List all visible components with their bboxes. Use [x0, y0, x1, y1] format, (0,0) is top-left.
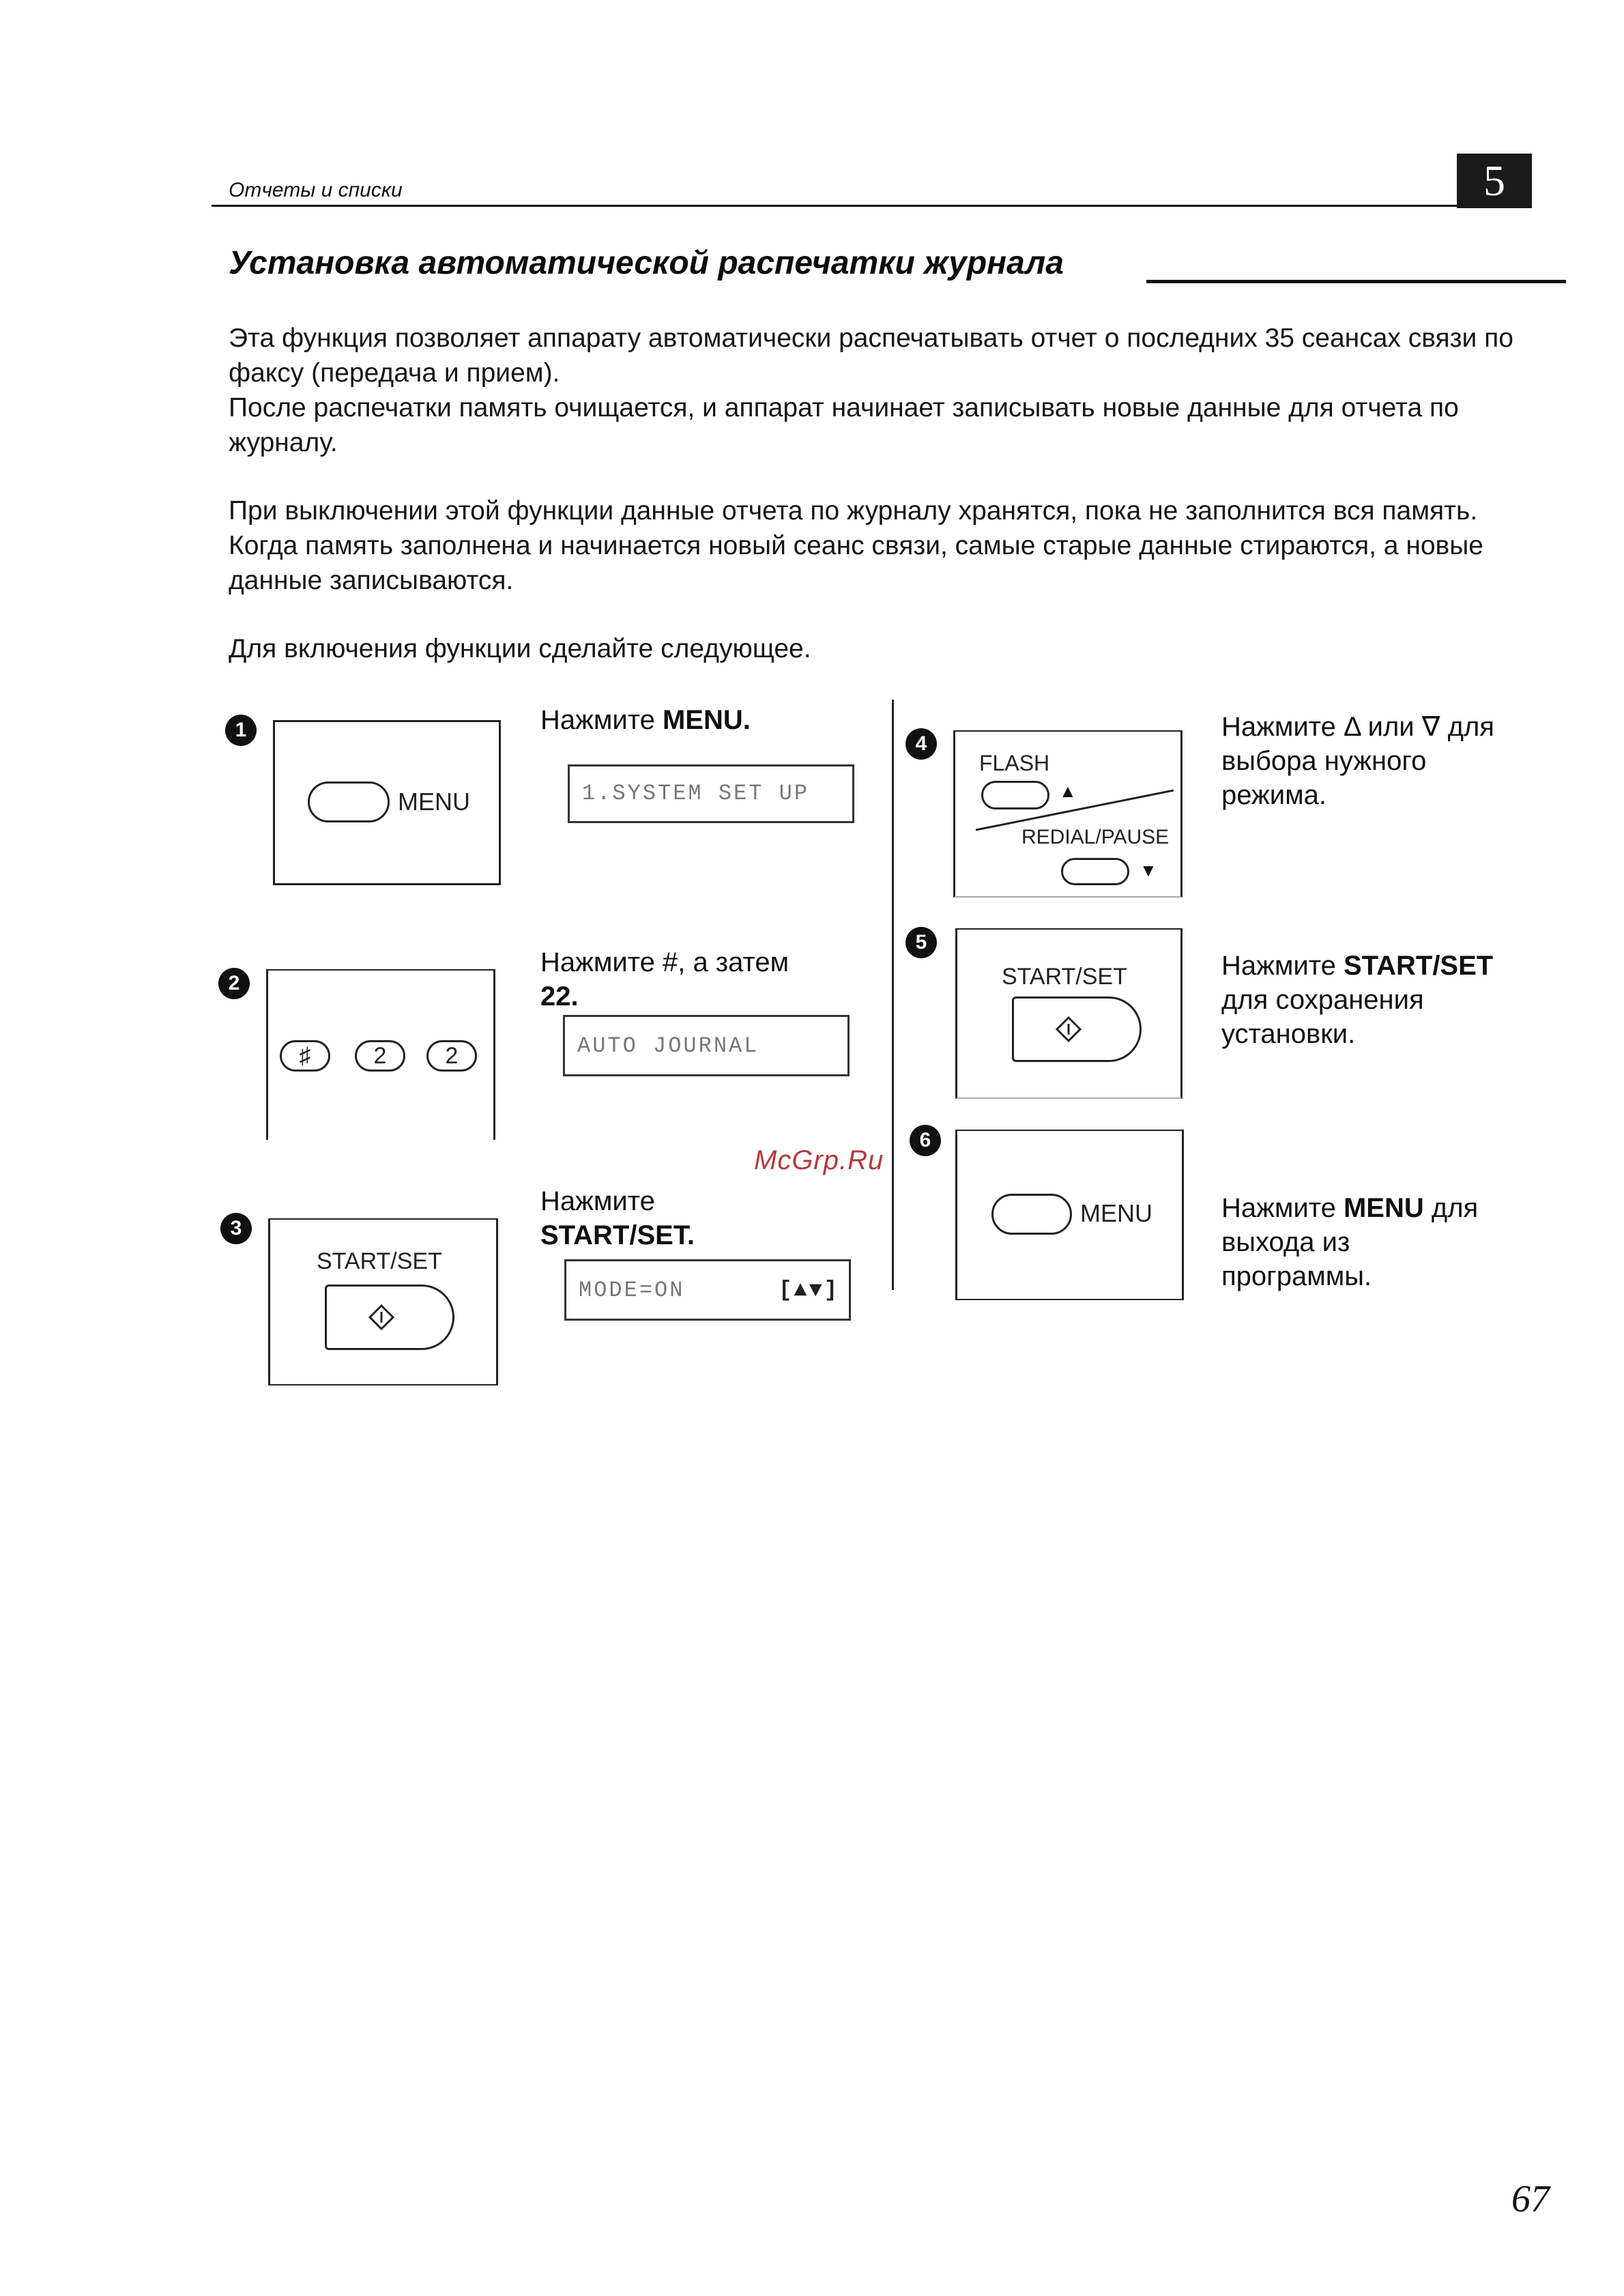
step5-instruction — [1221, 949, 1493, 1051]
step-number-2: 2 — [218, 968, 250, 999]
menu-key-1[interactable] — [308, 781, 390, 822]
intro-paragraph-3 — [229, 631, 1525, 666]
step6-panel — [955, 1130, 1184, 1300]
intro-text-1: Эта функция позволяет аппарату автоматически распечатывать отчет о последних 35 сеансах связи по факсу (передача и прием). — [229, 324, 1513, 388]
page-title: Установка автоматической распечатки журнала — [229, 245, 1064, 281]
step-number-3: 3 — [220, 1213, 252, 1244]
step6-instr-line2: выхода из — [1221, 1227, 1350, 1257]
start-set-label-3: START/SET — [317, 1248, 442, 1274]
step3-display — [564, 1259, 851, 1321]
start-set-label-5: START/SET — [1002, 964, 1127, 990]
intro-paragraph-2 — [229, 493, 1525, 598]
step6-instr-pre: Нажмите — [1221, 1193, 1344, 1223]
flash-label: FLASH — [979, 751, 1050, 775]
step3-instruction — [540, 1184, 695, 1252]
step4-instr-line3: режима. — [1221, 780, 1327, 810]
menu-key-label-6: MENU — [1080, 1199, 1152, 1227]
step1-panel — [273, 720, 501, 885]
step6-instr-line3: программы. — [1221, 1261, 1372, 1291]
step5-instr-line3: установки. — [1221, 1019, 1356, 1049]
step3-instr-post: . — [686, 1220, 695, 1250]
header-rule — [212, 205, 1457, 207]
step6-instruction — [1221, 1191, 1478, 1293]
hash-key[interactable]: ♯ — [280, 1040, 330, 1072]
step6-instr-key: MENU — [1343, 1193, 1424, 1223]
diamond-start-icon — [368, 1304, 395, 1331]
step4-instr-line1 — [1221, 710, 1494, 744]
up-symbol: Δ — [1343, 712, 1361, 742]
redial-pause-label: REDIAL/PAUSE — [1021, 826, 1170, 848]
step4-instruction — [1221, 710, 1494, 812]
step-number-6: 6 — [910, 1125, 941, 1156]
step2-display: AUTO JOURNAL — [563, 1015, 850, 1076]
step3-display-mode: MODE=ON — [579, 1278, 685, 1303]
step-number-5: 5 — [905, 927, 937, 958]
step4-instr-post: для — [1440, 712, 1494, 742]
watermark: McGrp.Ru — [754, 1145, 884, 1175]
step2-instr-key: 22 — [540, 981, 571, 1011]
redial-pause-key[interactable] — [1061, 858, 1129, 885]
step1-instr-post: . — [742, 705, 751, 735]
step5-panel — [955, 928, 1183, 1099]
chapter-badge: 5 — [1457, 154, 1532, 208]
start-set-key-3[interactable] — [325, 1285, 454, 1350]
step2-instruction — [540, 945, 868, 1014]
intro-text-4: Для включения функции сделайте следующее. — [229, 634, 811, 663]
step1-instruction — [540, 703, 751, 737]
intro-text-2: После распечатки память очищается, и аппарат начинает записывать новые данные для отчета по журналу. — [229, 393, 1459, 457]
step5-instr-line1 — [1221, 949, 1493, 983]
step2-instr-post: . — [570, 981, 579, 1011]
intro-paragraph-1 — [229, 321, 1525, 460]
column-divider — [892, 700, 894, 1290]
step4-instr-mid: или — [1360, 712, 1422, 742]
title-rule — [1146, 280, 1566, 283]
menu-key-6[interactable] — [991, 1194, 1072, 1235]
step-number-4: 4 — [905, 728, 937, 760]
step3-display-arrows: [▲▼] — [779, 1278, 839, 1303]
step2-panel — [266, 969, 495, 1140]
step3-panel — [268, 1218, 498, 1386]
step4-panel — [953, 730, 1183, 898]
menu-key-label-1: MENU — [398, 788, 470, 816]
intro-text-3: При выключении этой функции данные отчета по журналу хранятся, пока не заполнится вся память. Когда память заполнена и начинается новый сеанс связи, самые старые данные стираются, а новые данные записываются. — [229, 496, 1483, 595]
up-arrow-icon: ▲ — [1059, 781, 1077, 801]
step2-instr-pre: Нажмите #, а затем — [540, 947, 789, 977]
step5-instr-line2: для сохранения — [1221, 985, 1424, 1015]
step5-instr-key: START/SET — [1343, 951, 1494, 981]
diamond-start-icon — [1055, 1016, 1082, 1043]
step4-instr-pre: Нажмите — [1221, 712, 1344, 742]
step1-instr-key: MENU — [662, 705, 743, 735]
step6-instr-post: для — [1423, 1193, 1479, 1223]
step1-display: 1.SYSTEM SET UP — [568, 764, 854, 823]
down-symbol: ∇ — [1421, 712, 1440, 742]
step3-instr-pre: Нажмите — [540, 1186, 655, 1216]
step5-instr-pre: Нажмите — [1221, 951, 1344, 981]
step6-instr-line1 — [1221, 1191, 1478, 1225]
digit-key-2b[interactable]: 2 — [426, 1040, 477, 1072]
section-header: Отчеты и списки — [229, 179, 403, 201]
step1-instr-pre: Нажмите — [540, 705, 663, 735]
step-number-1: 1 — [225, 715, 257, 746]
down-arrow-icon: ▼ — [1140, 860, 1157, 880]
step4-instr-line2: выбора нужного — [1221, 746, 1427, 776]
page-number: 67 — [1511, 2178, 1550, 2220]
start-set-key-5[interactable] — [1012, 996, 1142, 1062]
step3-instr-key: START/SET — [540, 1220, 687, 1250]
digit-key-2a[interactable]: 2 — [355, 1040, 405, 1072]
